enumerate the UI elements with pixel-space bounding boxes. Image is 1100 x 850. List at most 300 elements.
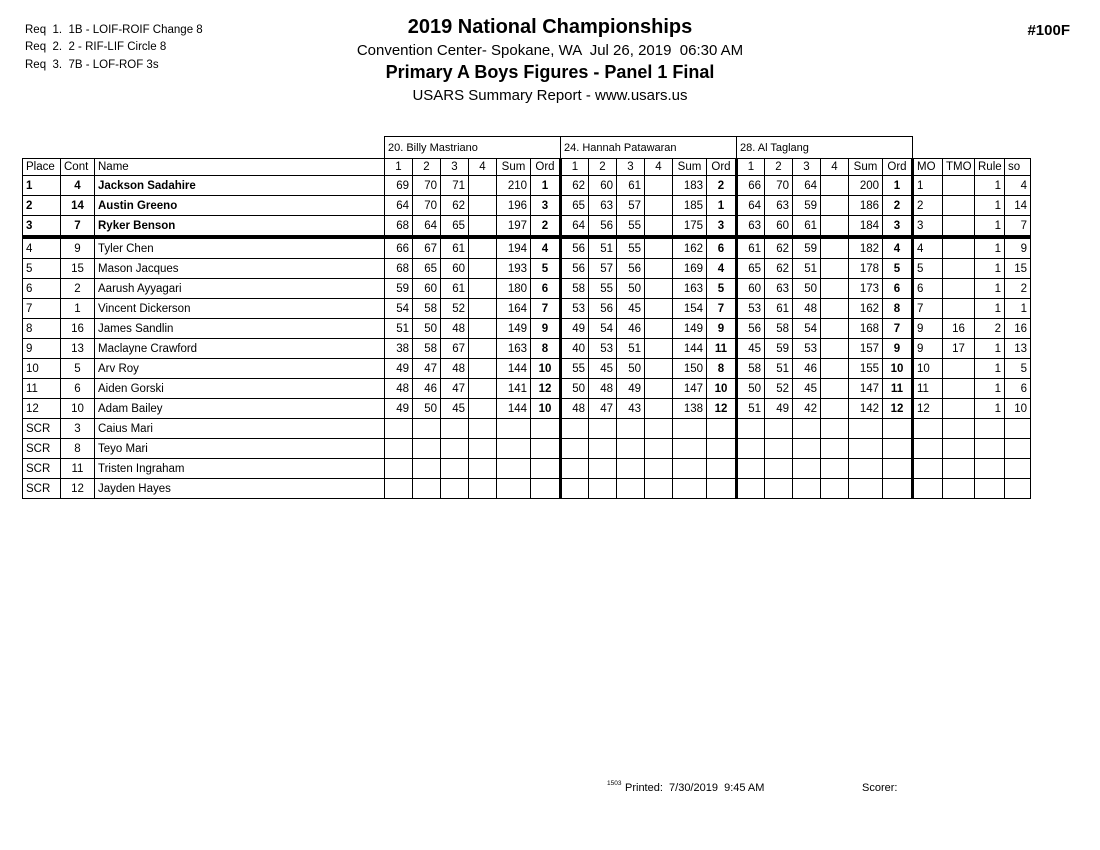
col-header: 3: [617, 159, 645, 176]
rule-cell: 1: [975, 216, 1005, 238]
mo-cell: 11: [913, 379, 943, 399]
place-cell: SCR: [23, 479, 61, 499]
score-cell: 53: [589, 339, 617, 359]
so-cell: 2: [1005, 279, 1031, 299]
mo-cell: 12: [913, 399, 943, 419]
name-cell: Jackson Sadahire: [95, 176, 385, 196]
tmo-cell: [943, 399, 975, 419]
cont-cell: 7: [61, 216, 95, 238]
printed-timestamp: Printed: 7/30/2019 9:45 AM: [625, 782, 765, 794]
ord-cell: 4: [707, 259, 737, 279]
cont-cell: 15: [61, 259, 95, 279]
score-cell: [441, 459, 469, 479]
col-header: 2: [413, 159, 441, 176]
score-cell: 58: [413, 299, 441, 319]
score-cell: 55: [561, 359, 589, 379]
ord-cell: [531, 419, 561, 439]
score-cell: 58: [561, 279, 589, 299]
score-cell: 46: [617, 319, 645, 339]
score-cell: [469, 459, 497, 479]
score-cell: [469, 359, 497, 379]
score-cell: [821, 359, 849, 379]
score-cell: 61: [765, 299, 793, 319]
score-cell: 63: [737, 216, 765, 238]
score-cell: 52: [441, 299, 469, 319]
score-cell: 70: [413, 196, 441, 216]
score-cell: 56: [561, 237, 589, 259]
sum-cell: [849, 419, 883, 439]
place-cell: SCR: [23, 459, 61, 479]
score-cell: 71: [441, 176, 469, 196]
doc-number: #100F: [1027, 22, 1070, 39]
name-cell: James Sandlin: [95, 319, 385, 339]
cont-cell: 4: [61, 176, 95, 196]
score-cell: [469, 439, 497, 459]
score-cell: [561, 459, 589, 479]
score-cell: 62: [765, 259, 793, 279]
sum-cell: 183: [673, 176, 707, 196]
score-cell: 51: [765, 359, 793, 379]
score-cell: [469, 379, 497, 399]
score-cell: 45: [617, 299, 645, 319]
rule-cell: [975, 419, 1005, 439]
name-cell: Jayden Hayes: [95, 479, 385, 499]
sum-cell: 184: [849, 216, 883, 238]
judge-header: 24. Hannah Patawaran: [561, 137, 737, 159]
score-cell: [821, 216, 849, 238]
sum-cell: [497, 419, 531, 439]
score-cell: 47: [441, 379, 469, 399]
score-cell: 60: [765, 216, 793, 238]
sum-cell: 147: [849, 379, 883, 399]
col-header: 2: [765, 159, 793, 176]
score-cell: 50: [737, 379, 765, 399]
tmo-cell: [943, 299, 975, 319]
score-cell: 61: [737, 237, 765, 259]
so-cell: 15: [1005, 259, 1031, 279]
score-cell: [413, 459, 441, 479]
col-header: Sum: [673, 159, 707, 176]
score-cell: [821, 319, 849, 339]
score-cell: [469, 216, 497, 238]
championship-title: 2019 National Championships: [407, 16, 693, 38]
sum-cell: 154: [673, 299, 707, 319]
score-cell: 70: [413, 176, 441, 196]
sum-cell: 178: [849, 259, 883, 279]
corner-spacer: [23, 137, 385, 159]
sum-cell: 142: [849, 399, 883, 419]
tmo-cell: [943, 216, 975, 238]
score-cell: 68: [385, 216, 413, 238]
score-cell: [821, 379, 849, 399]
score-cell: [469, 237, 497, 259]
ord-cell: 7: [531, 299, 561, 319]
score-cell: [821, 419, 849, 439]
cont-cell: 8: [61, 439, 95, 459]
col-header: so: [1005, 159, 1031, 176]
score-cell: 64: [737, 196, 765, 216]
sum-cell: [849, 459, 883, 479]
ord-cell: [707, 459, 737, 479]
score-cell: 50: [793, 279, 821, 299]
score-cell: 62: [561, 176, 589, 196]
score-cell: [645, 459, 673, 479]
score-cell: 51: [617, 339, 645, 359]
sum-cell: 168: [849, 319, 883, 339]
rule-cell: 1: [975, 379, 1005, 399]
ord-cell: 12: [531, 379, 561, 399]
place-cell: 6: [23, 279, 61, 299]
score-cell: [589, 419, 617, 439]
score-cell: [765, 479, 793, 499]
score-cell: [737, 479, 765, 499]
col-header: 4: [469, 159, 497, 176]
score-cell: 67: [413, 237, 441, 259]
ord-cell: 9: [707, 319, 737, 339]
score-cell: [617, 459, 645, 479]
so-cell: 9: [1005, 237, 1031, 259]
score-cell: 66: [385, 237, 413, 259]
score-cell: 50: [413, 319, 441, 339]
name-cell: Ryker Benson: [95, 216, 385, 238]
score-cell: 59: [765, 339, 793, 359]
score-cell: 61: [617, 176, 645, 196]
col-header: Rule: [975, 159, 1005, 176]
mo-cell: [913, 439, 943, 459]
score-cell: [793, 419, 821, 439]
score-cell: 47: [589, 399, 617, 419]
score-cell: [469, 196, 497, 216]
score-cell: 46: [793, 359, 821, 379]
ord-cell: 2: [883, 196, 913, 216]
mo-cell: 2: [913, 196, 943, 216]
sum-cell: 197: [497, 216, 531, 238]
place-cell: 10: [23, 359, 61, 379]
tmo-cell: 17: [943, 339, 975, 359]
ord-cell: 5: [883, 259, 913, 279]
score-cell: 54: [385, 299, 413, 319]
report-type-line: USARS Summary Report - www.usars.us: [412, 87, 688, 104]
ord-cell: 3: [883, 216, 913, 238]
score-cell: 48: [561, 399, 589, 419]
score-cell: 45: [589, 359, 617, 379]
score-cell: [617, 439, 645, 459]
so-cell: 7: [1005, 216, 1031, 238]
name-cell: Tristen Ingraham: [95, 459, 385, 479]
ord-cell: 10: [883, 359, 913, 379]
cont-cell: 1: [61, 299, 95, 319]
mo-cell: 9: [913, 319, 943, 339]
score-cell: 61: [441, 279, 469, 299]
score-cell: [821, 279, 849, 299]
score-cell: [469, 299, 497, 319]
score-cell: [821, 399, 849, 419]
score-cell: [441, 439, 469, 459]
score-cell: [793, 439, 821, 459]
score-cell: [821, 259, 849, 279]
score-cell: 48: [385, 379, 413, 399]
cont-cell: 10: [61, 399, 95, 419]
score-cell: 63: [765, 196, 793, 216]
name-cell: Vincent Dickerson: [95, 299, 385, 319]
cont-cell: 13: [61, 339, 95, 359]
score-cell: [645, 319, 673, 339]
tmo-cell: [943, 176, 975, 196]
name-cell: Caius Mari: [95, 419, 385, 439]
ord-cell: 12: [707, 399, 737, 419]
results-table: [22, 136, 1031, 499]
place-cell: 5: [23, 259, 61, 279]
score-cell: 69: [385, 176, 413, 196]
so-cell: [1005, 419, 1031, 439]
score-cell: 64: [413, 216, 441, 238]
sum-cell: 149: [673, 319, 707, 339]
name-cell: Teyo Mari: [95, 439, 385, 459]
score-cell: [385, 419, 413, 439]
mo-cell: 6: [913, 279, 943, 299]
score-cell: 58: [737, 359, 765, 379]
col-header: Name: [95, 159, 385, 176]
score-cell: 50: [413, 399, 441, 419]
tmo-cell: 16: [943, 319, 975, 339]
score-cell: 62: [765, 237, 793, 259]
score-cell: 46: [413, 379, 441, 399]
score-cell: [441, 479, 469, 499]
sum-cell: 164: [497, 299, 531, 319]
score-cell: [793, 459, 821, 479]
so-cell: 14: [1005, 196, 1031, 216]
score-cell: 43: [617, 399, 645, 419]
score-cell: [645, 237, 673, 259]
so-cell: 13: [1005, 339, 1031, 359]
tmo-cell: [943, 196, 975, 216]
sum-cell: [673, 479, 707, 499]
rule-cell: [975, 479, 1005, 499]
score-cell: 48: [793, 299, 821, 319]
sum-cell: [673, 439, 707, 459]
score-cell: 51: [589, 237, 617, 259]
place-cell: SCR: [23, 439, 61, 459]
score-cell: 61: [441, 237, 469, 259]
mo-cell: 9: [913, 339, 943, 359]
req-line: Req 2. 2 - RIF-LIF Circle 8: [25, 41, 167, 54]
mo-cell: 5: [913, 259, 943, 279]
score-cell: 66: [737, 176, 765, 196]
sum-cell: [497, 439, 531, 459]
score-cell: 47: [413, 359, 441, 379]
score-cell: [645, 216, 673, 238]
cont-cell: 14: [61, 196, 95, 216]
ord-cell: 11: [707, 339, 737, 359]
tmo-cell: [943, 237, 975, 259]
sum-cell: 157: [849, 339, 883, 359]
rule-cell: [975, 439, 1005, 459]
sum-cell: 144: [497, 359, 531, 379]
score-cell: [737, 439, 765, 459]
col-header: TMO: [943, 159, 975, 176]
ord-cell: [883, 419, 913, 439]
ord-cell: 6: [531, 279, 561, 299]
score-cell: [821, 439, 849, 459]
score-cell: [413, 439, 441, 459]
rule-cell: 1: [975, 279, 1005, 299]
score-cell: [737, 459, 765, 479]
col-header: Cont: [61, 159, 95, 176]
score-cell: 64: [385, 196, 413, 216]
sum-cell: [849, 479, 883, 499]
ord-cell: [883, 459, 913, 479]
ord-cell: 8: [531, 339, 561, 359]
score-cell: [737, 419, 765, 439]
ord-cell: 1: [883, 176, 913, 196]
score-cell: 60: [413, 279, 441, 299]
req-line: Req 3. 7B - LOF-ROF 3s: [25, 58, 159, 71]
score-cell: [645, 339, 673, 359]
so-cell: 6: [1005, 379, 1031, 399]
score-cell: 49: [765, 399, 793, 419]
place-cell: 12: [23, 399, 61, 419]
col-header: 2: [589, 159, 617, 176]
score-cell: 53: [793, 339, 821, 359]
score-cell: [793, 479, 821, 499]
col-header: 1: [737, 159, 765, 176]
ord-cell: [531, 439, 561, 459]
score-cell: 53: [737, 299, 765, 319]
score-cell: 49: [617, 379, 645, 399]
rule-cell: 1: [975, 176, 1005, 196]
so-cell: 16: [1005, 319, 1031, 339]
sum-cell: 200: [849, 176, 883, 196]
score-cell: [385, 459, 413, 479]
score-cell: [561, 439, 589, 459]
event-title: Primary A Boys Figures - Panel 1 Final: [385, 62, 715, 82]
sum-cell: 210: [497, 176, 531, 196]
so-cell: 1: [1005, 299, 1031, 319]
score-cell: [645, 359, 673, 379]
score-cell: [385, 479, 413, 499]
score-cell: 56: [589, 299, 617, 319]
tmo-cell: [943, 379, 975, 399]
rule-cell: 2: [975, 319, 1005, 339]
score-cell: 52: [765, 379, 793, 399]
score-cell: 62: [441, 196, 469, 216]
sum-cell: 150: [673, 359, 707, 379]
report-header: [0, 16, 1100, 104]
sum-cell: 194: [497, 237, 531, 259]
place-cell: 7: [23, 299, 61, 319]
tmo-cell: [943, 279, 975, 299]
sum-cell: 149: [497, 319, 531, 339]
ord-cell: 7: [883, 319, 913, 339]
mo-cell: 7: [913, 299, 943, 319]
ord-cell: 3: [707, 216, 737, 238]
score-cell: [821, 479, 849, 499]
cont-cell: 5: [61, 359, 95, 379]
name-cell: Aarush Ayyagari: [95, 279, 385, 299]
place-cell: 3: [23, 216, 61, 238]
name-cell: Tyler Chen: [95, 237, 385, 259]
sum-cell: 169: [673, 259, 707, 279]
score-cell: [413, 479, 441, 499]
ord-cell: [707, 439, 737, 459]
score-cell: 48: [441, 359, 469, 379]
score-cell: 54: [793, 319, 821, 339]
sum-cell: 196: [497, 196, 531, 216]
score-cell: [589, 479, 617, 499]
sum-cell: 175: [673, 216, 707, 238]
place-cell: 4: [23, 237, 61, 259]
col-header: MO: [913, 159, 943, 176]
score-cell: [645, 176, 673, 196]
sum-cell: 144: [673, 339, 707, 359]
ord-cell: 9: [531, 319, 561, 339]
score-cell: 49: [385, 359, 413, 379]
score-cell: [765, 459, 793, 479]
ord-cell: 1: [531, 176, 561, 196]
ord-cell: [531, 459, 561, 479]
ord-cell: 5: [707, 279, 737, 299]
score-cell: 49: [561, 319, 589, 339]
place-cell: 8: [23, 319, 61, 339]
rule-cell: 1: [975, 299, 1005, 319]
place-cell: 1: [23, 176, 61, 196]
score-cell: 56: [737, 319, 765, 339]
mo-cell: 1: [913, 176, 943, 196]
score-cell: 55: [589, 279, 617, 299]
score-cell: [469, 259, 497, 279]
corner-spacer: [913, 137, 1031, 159]
place-cell: 11: [23, 379, 61, 399]
score-cell: 53: [561, 299, 589, 319]
score-cell: [821, 237, 849, 259]
score-cell: [469, 339, 497, 359]
tmo-cell: [943, 479, 975, 499]
score-cell: 58: [765, 319, 793, 339]
ord-cell: 2: [707, 176, 737, 196]
score-cell: 49: [385, 399, 413, 419]
score-cell: 50: [617, 359, 645, 379]
sum-cell: 141: [497, 379, 531, 399]
ord-cell: 6: [707, 237, 737, 259]
score-cell: [469, 279, 497, 299]
tmo-cell: [943, 459, 975, 479]
mo-cell: 10: [913, 359, 943, 379]
place-cell: 9: [23, 339, 61, 359]
col-header: 3: [441, 159, 469, 176]
score-cell: [765, 439, 793, 459]
score-cell: [561, 419, 589, 439]
score-cell: 60: [737, 279, 765, 299]
sum-cell: 173: [849, 279, 883, 299]
sum-cell: [497, 479, 531, 499]
ord-cell: 6: [883, 279, 913, 299]
score-cell: [645, 299, 673, 319]
col-header: 4: [821, 159, 849, 176]
rule-cell: 1: [975, 259, 1005, 279]
rule-cell: 1: [975, 359, 1005, 379]
ord-cell: [707, 479, 737, 499]
score-cell: 70: [765, 176, 793, 196]
mo-cell: [913, 459, 943, 479]
score-cell: [645, 419, 673, 439]
ord-cell: [707, 419, 737, 439]
score-cell: 48: [441, 319, 469, 339]
sum-cell: 180: [497, 279, 531, 299]
print-code: 1503: [607, 780, 622, 787]
sum-cell: 138: [673, 399, 707, 419]
so-cell: 10: [1005, 399, 1031, 419]
score-cell: 42: [793, 399, 821, 419]
